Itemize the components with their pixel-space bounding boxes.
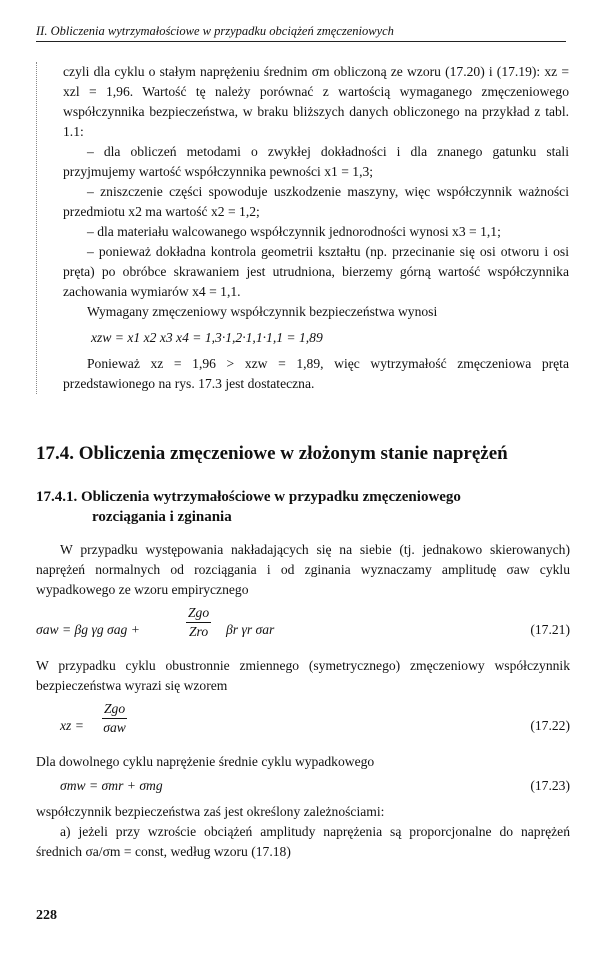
list-item: – dla obliczeń metodami o zwykłej dokładności i dla znanego gatunku stali przyjmujemy wartość współczynnika pewności x1 = 1,3;	[63, 144, 569, 179]
body-text	[36, 540, 570, 862]
equation-left: xz =	[60, 718, 84, 733]
fraction-denominator: Zro	[189, 624, 209, 639]
equation-body: σmw = σmr + σmg	[60, 778, 163, 793]
body-paragraph: współczynnik bezpieczeństwa zaś jest określony zależnościami:	[36, 804, 385, 819]
equation-label: (17.22)	[530, 718, 570, 733]
example-box	[36, 62, 569, 394]
equation-fraction	[186, 604, 211, 641]
page-number: 228	[36, 908, 57, 923]
example-paragraph: Wymagany zmęczeniowy współczynnik bezpieczeństwa wynosi	[87, 304, 438, 319]
equation-left: σaw = βg γg σag +	[36, 622, 140, 637]
list-item: – ponieważ dokładna kontrola geometrii kształtu (np. przecinanie się osi otworu i osi pręta) po obróbce skrawaniem jest utrudniona, bierzemy górną wartość współczynnika zachowania wymiarów x4 = 1,1.	[63, 244, 569, 299]
list-item: – dla materiału walcowanego współczynnik jednorodności wynosi x3 = 1,1;	[87, 224, 501, 239]
equation-label: (17.21)	[530, 622, 570, 637]
equation-17-21	[36, 604, 570, 652]
equation-17-22	[36, 700, 570, 748]
body-paragraph: a) jeżeli przy wzroście obciążeń amplitudy naprężenia są proporcjonalne do naprężeń średnich σa/σm = const, według wzoru (17.18)	[36, 824, 570, 859]
example-conclusion: Ponieważ xz = 1,96 > xzw = 1,89, więc wytrzymałość zmęczeniowa pręta przedstawionego na rys. 17.3 jest dostateczna.	[63, 356, 569, 391]
subsection-heading-line1: 17.4.1. Obliczenia wytrzymałościowe w przypadku zmęczeniowego	[36, 489, 461, 505]
equation-17-23	[36, 774, 570, 800]
running-header: II. Obliczenia wytrzymałościowe w przypadku obciążeń zmęczeniowych	[36, 24, 566, 42]
equation-fraction	[102, 700, 127, 737]
fraction-denominator: σaw	[103, 720, 126, 735]
fraction-numerator: Zgo	[102, 700, 127, 719]
equation-right: βr γr σar	[226, 622, 275, 637]
body-paragraph: W przypadku cyklu obustronnie zmiennego (symetrycznego) zmęczeniowy współczynnik bezpieczeństwa wyrazi się wzorem	[36, 658, 570, 693]
equation-label: (17.23)	[530, 778, 570, 793]
section-heading: 17.4. Obliczenia zmęczeniowe w złożonym stanie naprężeń	[36, 443, 508, 464]
list-item: – zniszczenie części spowoduje uszkodzenie maszyny, więc współczynnik ważności przedmiotu x2 ma wartość x2 = 1,2;	[63, 184, 569, 219]
subsection-heading	[36, 487, 576, 527]
fraction-numerator: Zgo	[186, 604, 211, 623]
safety-factor-formula: xzw = x1 x2 x3 x4 = 1,3·1,2·1,1·1,1 = 1,89	[91, 330, 323, 345]
body-paragraph: W przypadku występowania nakładających się na siebie (tj. jednakowo skierowanych) naprężeń normalnych od rozciągania i od zginania wyznaczamy amplitudę σaw cyklu wypadkowego ze wzoru empirycznego	[36, 542, 570, 597]
example-paragraph: czyli dla cyklu o stałym naprężeniu średnim σm obliczoną ze wzoru (17.20) i (17.19): xz = xzl = 1,96. Wartość tę należy porównać z wartością wymaganego zmęczeniowego współczynnika bezpieczeństwa, w braku bliższych danych obliczonego na przykład z tabl. 1.1:	[63, 64, 569, 139]
subsection-heading-line2: rozciągania i zginania	[92, 509, 232, 525]
body-paragraph: Dla dowolnego cyklu naprężenie średnie cyklu wypadkowego	[36, 754, 375, 769]
